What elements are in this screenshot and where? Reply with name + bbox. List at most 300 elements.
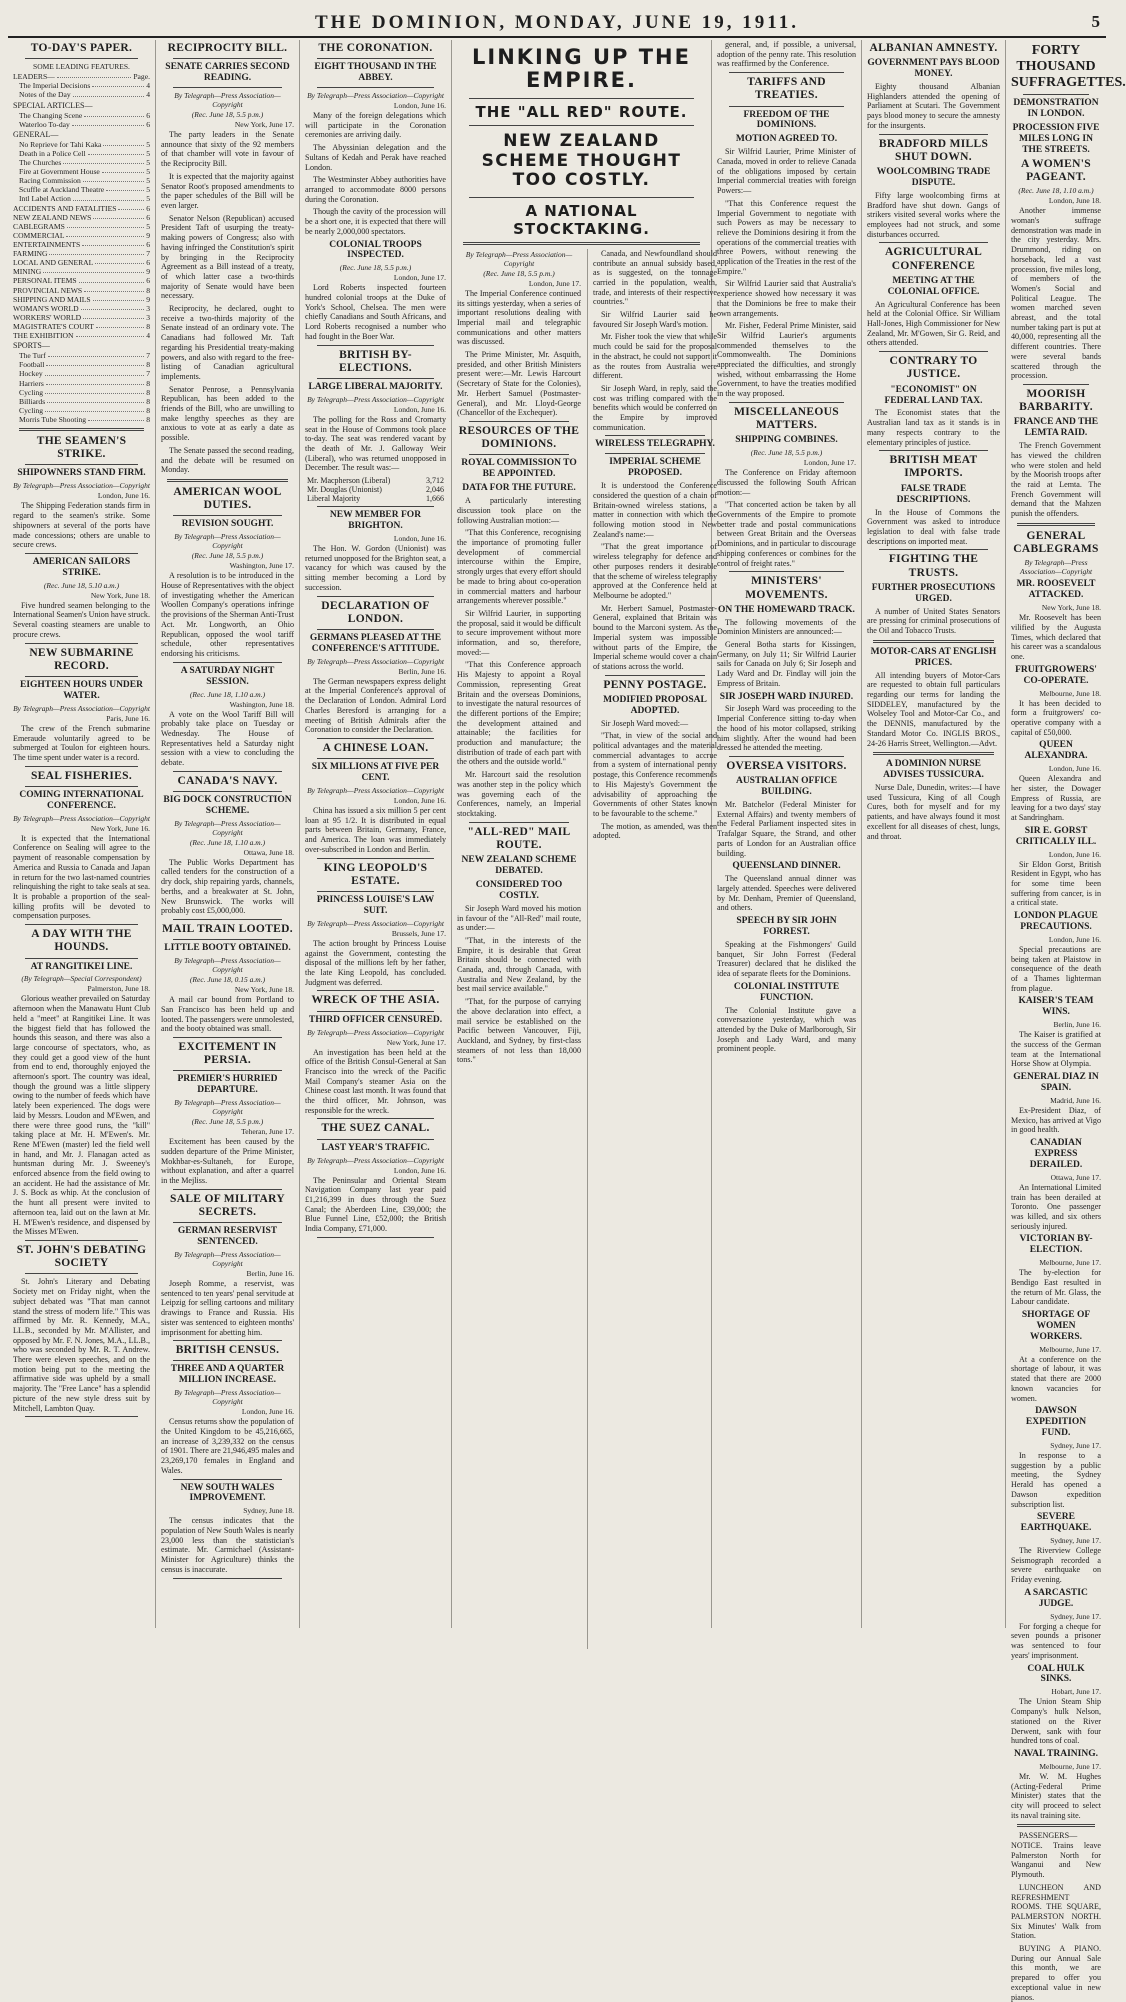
albanian-heading: ALBANIAN AMNESTY. xyxy=(869,42,998,54)
toc-leaders xyxy=(13,81,150,99)
article-heading: SEAL FISHERIES. xyxy=(30,769,132,782)
shipping-sub: SHIPPING COMBINES. xyxy=(735,435,838,446)
divider xyxy=(879,134,988,135)
resources-heading: RESOURCES OF THE DOMINIONS. xyxy=(458,424,580,451)
masthead xyxy=(8,6,1106,38)
byline: (Rec. June 18, 5.5 p.m.) xyxy=(339,263,412,273)
dateline: London, June 16. xyxy=(393,404,446,414)
feature-col-b xyxy=(587,249,717,1649)
demo-sub: DEMONSTRATION IN LONDON. xyxy=(1013,98,1099,120)
received-line: (Rec. June 18, 1.10 a.m.) xyxy=(1018,186,1094,196)
paragraph: The motion, as amended, was then adopted. xyxy=(593,821,717,841)
divider xyxy=(173,1340,282,1341)
dateline: New York, June 17. xyxy=(234,120,294,130)
paragraph: The Senate passed the second reading, and the debate will be resumed on Monday. xyxy=(161,445,294,475)
divider xyxy=(173,771,282,772)
toc-leader-dots xyxy=(84,111,144,117)
article-heading: MAIL TRAIN LOOTED. xyxy=(162,923,293,935)
contrary-heading: CONTRARY TO JUSTICE. xyxy=(889,355,978,381)
toc-sports xyxy=(13,351,150,424)
toc-leader-dots xyxy=(45,388,144,394)
wool-dispute-sub: WOOLCOMBING TRADE DISPUTE. xyxy=(876,167,991,188)
article-body: The Hon. W. Gordon (Unionist) was returned unopposed for the Brighton seat, a vacancy for which was caused by the sitting member becoming a Lord by succession. xyxy=(305,543,446,592)
nz-debated-sub: NEW ZEALAND SCHEME DEBATED. xyxy=(461,855,577,877)
coronation-body xyxy=(305,111,446,236)
article-heading: THE SEAMEN'S STRIKE. xyxy=(36,435,127,461)
dateline: Berlin, June 16. xyxy=(1053,1020,1101,1030)
trusts-heading: FIGHTING THE TRUSTS. xyxy=(888,553,979,579)
toc-label: MAGISTRATE'S COURT xyxy=(13,321,94,331)
dateline: New York, June 17. xyxy=(386,1037,446,1047)
article-subheading: COMING INTERNATIONAL CONFERENCE. xyxy=(19,789,144,811)
feature-subbanner: THE "ALL RED" ROUTE. xyxy=(475,103,688,122)
toc-label: NEW ZEALAND NEWS xyxy=(13,212,92,222)
meat-heading: BRITISH MEAT IMPORTS. xyxy=(889,454,978,480)
article-body: A vote on the Wool Tariff Bill will probably take place on Tuesday or Wednesday. The House of Representatives held a Saturday night session with a view to concluding the debate. xyxy=(161,709,294,768)
divider xyxy=(19,428,144,431)
toc-leader-dots xyxy=(102,167,144,173)
economist-sub: "ECONOMIST" ON FEDERAL LAND TAX. xyxy=(884,384,983,406)
toc-label: MINING xyxy=(13,267,42,277)
divider xyxy=(1017,1824,1095,1827)
toc-page: 6 xyxy=(146,203,150,213)
article-subheading: PRINCESS LOUISE'S LAW SUIT. xyxy=(316,895,435,916)
dateline: Melbourne, June 17. xyxy=(1039,1761,1101,1771)
cable-body: Special precautions are being taken at Plaistow in consequence of the death of a Thames lighterman from plague. xyxy=(1011,944,1101,993)
article-body: A mail car bound from Portland to San Francisco has been held up and looted. The passengers were unmolested, and the booty obtained was small. xyxy=(161,995,294,1034)
dateline: Melbourne, June 17. xyxy=(1039,1344,1101,1354)
toc-page: 7 xyxy=(146,249,150,259)
divider xyxy=(25,1416,138,1417)
article xyxy=(13,770,150,925)
column-2 xyxy=(156,40,300,1628)
toc-leader-dots xyxy=(49,249,144,255)
toc-row xyxy=(13,276,150,285)
tariff-body xyxy=(717,147,856,399)
toc-page: 5 xyxy=(146,176,150,186)
cable-body: Sir Eldon Gorst, British Resident in Egypt, who has for some time been suffering from cancer, is in a critical state. xyxy=(1011,859,1101,908)
toc-page: 5 xyxy=(146,157,150,167)
toc-leader-dots xyxy=(118,204,144,210)
article-subheading: THREE AND A QUARTER MILLION INCREASE. xyxy=(170,1364,285,1386)
procession-sub: PROCESSION FIVE MILES LONG IN THE STREETS. xyxy=(1012,123,1100,155)
tariffs-heading: TARIFFS AND TREATIES. xyxy=(747,76,826,102)
article-heading: CANADA'S NAVY. xyxy=(177,774,278,787)
divider xyxy=(25,1273,138,1274)
article-subheading: NEW MEMBER FOR BRIGHTON. xyxy=(329,510,422,532)
cable-body: It has been decided to form a fruitgrowers' co-operative company with a capital of £50,000. xyxy=(1011,698,1101,737)
byline: By Telegraph—Press Association—Copyright xyxy=(307,394,444,404)
article-body: An investigation has been held at the office of the British Consul-General at San Francisco into the wreck of the Pacific Mail Company's steamer Asia on the Chinese coast last month. It was found that the third officer, Mr. Johnson, was responsible for the wreck. xyxy=(305,1047,446,1115)
divider xyxy=(469,421,569,422)
toc-label: Intl Label Action xyxy=(19,194,71,204)
article-body: The crew of the French submarine Emeraude voluntarily agreed to be submerged at Toulon for eighteen hours. The time spent under water is a record. xyxy=(13,723,150,762)
toc-page: 9 xyxy=(146,267,150,277)
toc-page: 5 xyxy=(146,167,150,177)
toc-row xyxy=(13,249,150,258)
article-body: The German newspapers express delight at the Imperial Conference's approval of the Declaration of London. Admiral Lord Charles Beresford is arranging for a meeting of British Admirals after the Coronation to consider the Declaration. xyxy=(305,676,446,735)
divider xyxy=(173,58,282,59)
advertisements xyxy=(1011,1831,1101,2002)
article-heading: SALE OF MILITARY SECRETS. xyxy=(170,1192,285,1218)
article xyxy=(13,928,150,1241)
paragraph: Sir Wilfrid Laurier said he favoured Sir Joseph Ward's motion. xyxy=(593,310,717,329)
leading-features: SOME LEADING FEATURES. xyxy=(33,62,130,72)
article-body: The polling for the Ross and Cromarty seat in the House of Commons took place to-day. The seat was rendered vacant by the death of Mr. J. Galloway Weir (Liberal), who was returned unopposed in December. The result was:— xyxy=(305,414,446,473)
royal-commission-sub: ROYAL COMMISSION TO BE APPOINTED. xyxy=(461,458,577,480)
divider xyxy=(317,1118,434,1119)
toc-page: 6 xyxy=(146,212,150,222)
divider xyxy=(317,1139,434,1140)
article-subheading: SIX MILLIONS AT FIVE PER CENT. xyxy=(311,762,440,784)
divider xyxy=(879,351,988,352)
toc-row xyxy=(13,331,150,340)
toc-leader-dots xyxy=(92,81,144,87)
article xyxy=(161,1483,294,1579)
toc-leader-dots xyxy=(47,397,144,403)
article xyxy=(161,1193,294,1342)
dateline: London, June 16. xyxy=(1048,934,1101,944)
cable-body: Ex-President Diaz, of Mexico, has arrived at Vigo in good health. xyxy=(1011,1105,1101,1135)
paragraph: Sir Joseph Ward, in reply, said the cost was trifling compared with the benefits which would be conferred on the Empire by improved communication. xyxy=(593,383,717,432)
toc-page: 8 xyxy=(146,405,150,415)
dateline: Berlin, June 16. xyxy=(398,666,446,676)
institute-sub: COLONIAL INSTITUTE FUNCTION. xyxy=(733,981,840,1003)
cable-body: The Riverview College Seismograph recorded a severe earthquake on Friday evening. xyxy=(1011,1546,1101,1585)
misc-heading: MISCELLANEOUS MATTERS. xyxy=(734,405,839,432)
reciprocity-subheading: SENATE CARRIES SECOND READING. xyxy=(165,62,290,84)
sports-label: SPORTS— xyxy=(13,341,50,351)
meat-body: In the House of Commons the Government was asked to introduce legislation to deal with false trade descriptions on imported meat. xyxy=(867,507,1000,546)
toc-label: FARMING xyxy=(13,249,48,259)
toc-label: The Churches xyxy=(19,157,62,167)
byline: By Telegraph—Press Association—Copyright xyxy=(465,249,573,268)
agri-body: An Agricultural Conference has been held at the Colonial Office. Sir William Hall-Jones, High Commissioner for New Zealand, Mr. M'Gowen, Sir G. Reid, and others attended. xyxy=(867,299,1000,348)
article xyxy=(305,510,446,596)
qld-dinner-sub: QUEENSLAND DINNER. xyxy=(732,861,841,872)
divider xyxy=(317,629,434,630)
overseas-heading: OVERSEA VISITORS. xyxy=(726,760,847,772)
divider xyxy=(167,479,288,482)
paragraph: The Imperial Conference continued its sittings yesterday, when a series of important resolutions dealing with Imperial mail and telegraphic communications and other matters was discussed. xyxy=(457,288,581,347)
wireless-sub: WIRELESS TELEGRAPHY. xyxy=(595,439,715,450)
feature-banner: LINKING UP THE EMPIRE. xyxy=(472,45,691,93)
toc-page: 5 xyxy=(146,221,150,231)
column-7 xyxy=(862,40,1006,1628)
feature-columns xyxy=(452,40,717,1628)
divider xyxy=(173,1070,282,1071)
toc-leader-dots xyxy=(82,240,144,246)
toc-leader-dots xyxy=(106,185,144,191)
paragraph: General Botha starts for Kissingen, Germany, on July 11; Sir Wilfrid Laurier sails for Canada on July 6; Sir Joseph and Lady Ward and Dr. Findlay will join the Empress of Britain. xyxy=(717,640,856,688)
dateline: Melbourne, June 18. xyxy=(1039,688,1101,698)
received-line: (Rec. June 18, 1.10 a.m.) xyxy=(189,837,266,847)
divider xyxy=(317,378,434,379)
byline: (Rec. June 18, 5.10 a.m.) xyxy=(43,580,120,590)
cable-body: For forging a cheque for seven pounds a prisoner was sentenced to four years' imprisonment. xyxy=(1011,1621,1101,1660)
divider xyxy=(317,596,434,597)
article-heading: ST. JOHN'S DEBATING SOCIETY xyxy=(16,1244,147,1270)
toc-row xyxy=(13,322,150,331)
article-body: Glorious weather prevailed on Saturday afternoon when the Manawatu Hunt Club held a "meet" at Rangitikei Line. It was the biggest field that has followed the hounds this season, and there was also a large concourse of spectators, who, as they could get a good view of the hunt from end to end, thoroughly enjoyed the afternoon's sport. The country was ideal, though the ground was a little slippery owing to the number of feeds which have lately been experienced. The dogs were laid by Messrs. Loudon and M'Ewen, and there were three good runs, the "kill" taking place at Mr. H. M'Ewen's. Mr. Rene M'Ewen (master) led the field well in hand, and Mr. J. Flanagan acted as huntsman during Mr. J. Sweeney's enforced absence from the field owing to an accident. He had the assistance of Mr. J. S. Bock as whip. At the conclusion of the hunt all present were invited to afternoon tea, laid out on the lawn at Mr. H. M'Ewen's residence, and dispensed by the Misses M'Ewen. xyxy=(13,994,151,1237)
paragraph: Sir Wilfrid Laurier said that Australia's experience showed how necessary it was that the Dominions be free to make their own arrangements. xyxy=(717,279,856,318)
divider xyxy=(173,662,282,663)
toc-label: The Turf xyxy=(19,351,46,361)
cable-body: Mr. Roosevelt has been vilified by the Augusta Times, which declared that his career was a scandalous one. xyxy=(1011,613,1101,661)
divider xyxy=(25,643,138,644)
page-number: 5 xyxy=(1091,12,1100,31)
byline: By Telegraph—Press Association—Copyright xyxy=(307,786,444,796)
result-row xyxy=(305,494,446,503)
toc-page: 6 xyxy=(146,276,150,286)
aus-body: Mr. Batchelor (Federal Minister for External Affairs) and twenty members of the Federal Parliament inspected sites in Trafalgar Square, the Strand, and other parts of London for an Australian office building. xyxy=(717,800,856,858)
dateline: Sydney, June 17. xyxy=(1050,1536,1101,1546)
article-heading: THE SUEZ CANAL. xyxy=(321,1122,430,1135)
dateline: Berlin, June 16. xyxy=(246,1269,294,1279)
toc-row xyxy=(19,140,150,149)
toc-label: No Reprieve for Tahi Kaka xyxy=(19,139,102,149)
article-subheading: LARGE LIBERAL MAJORITY. xyxy=(308,382,443,392)
toc-sections xyxy=(13,204,150,341)
masthead-title: THE DOMINION, MONDAY, JUNE 19, 1911. xyxy=(315,12,799,33)
cable-heading: LONDON PLAGUE PRECAUTIONS. xyxy=(1014,911,1098,932)
dateline: Sydney, June 17. xyxy=(1050,1441,1101,1451)
toc-page: 7 xyxy=(146,369,150,379)
toc-leader-dots xyxy=(84,286,144,292)
paragraph: The Conference on Friday afternoon discussed the following South African motion:— xyxy=(717,468,856,497)
article-subheading: LITTLE BOOTY OBTAINED. xyxy=(164,943,291,954)
article xyxy=(161,923,294,1038)
toc-page: 6 xyxy=(146,239,150,249)
bradford-body: Fifty large woolcombing firms at Bradford have shut down. Gangs of strikers visited several works where the employees had not struck, and some disturbances occurred. xyxy=(867,190,1000,239)
paragraph: A particularly interesting discussion took place on the following Australian motion:— xyxy=(457,496,581,525)
divider xyxy=(173,939,282,940)
article-heading: WRECK OF THE ASIA. xyxy=(311,994,440,1007)
shipping-body xyxy=(717,468,856,568)
dateline: Sydney, June 18. xyxy=(243,1506,294,1516)
paragraph: "That the great importance of wireless telegraphy for defence and other purposes renders it desirable that the scheme of wireless telegraphy approved at the Conference held at Melbourne be adopted." xyxy=(593,542,717,600)
divider xyxy=(173,1037,282,1038)
paragraph: Senator Penrose, a Pennsylvania Republican, has been added to the friends of the Bill, who are unwilling to make lengthy speeches as they are anxious to vote at as early a date as possible. xyxy=(161,384,294,443)
trusts-body: A number of United States Senators are pressing for criminal prosecutions of the Oil and Tobacco Trusts. xyxy=(867,606,1000,636)
toc-page: 4 xyxy=(146,331,150,341)
toc-special xyxy=(13,111,150,129)
divider xyxy=(25,766,138,767)
toc-label: Football xyxy=(19,360,45,370)
divider xyxy=(873,752,994,755)
dateline: London, June 16. xyxy=(393,101,446,111)
byline: By Telegraph—Press Association—Copyright xyxy=(13,703,150,713)
divider xyxy=(879,450,988,451)
dateline: London, June 16. xyxy=(393,796,446,806)
agri-sub: MEETING AT THE COLONIAL OFFICE. xyxy=(887,275,980,297)
toc-row xyxy=(13,295,150,304)
divider xyxy=(463,242,700,245)
paragraph: It is expected that the majority against Senator Root's proposed amendments to the paper schedules of the Bill will be even larger. xyxy=(161,171,294,210)
dateline: London, June 18. xyxy=(1048,196,1101,206)
toc-page: 8 xyxy=(146,285,150,295)
result-row xyxy=(305,476,446,485)
byline: By Telegraph—Press Association—Copyright xyxy=(174,1098,281,1117)
ward-injured-sub: SIR JOSEPH WARD INJURED. xyxy=(719,691,854,702)
forrest-body: Speaking at the Fishmongers' Guild banquet, Sir John Forrest (Federal Treasurer) declared that he disliked the idea of separate fleets for the Dominions. xyxy=(717,939,856,978)
divider xyxy=(317,858,434,859)
motion-sub: MOTION AGREED TO. xyxy=(735,134,838,145)
toc-row xyxy=(19,397,150,406)
toc-row xyxy=(19,379,150,388)
paragraph: The following movements of the Dominion Ministers are announced:— xyxy=(717,617,856,637)
dateline: New York, June 16. xyxy=(90,823,150,833)
article-subheading: COLONIAL TROOPS INSPECTED. xyxy=(329,239,422,261)
toc-leader-dots xyxy=(79,276,145,282)
feature-col-a xyxy=(457,249,581,1649)
toc-leader-dots xyxy=(83,313,144,319)
by-election-result-table xyxy=(305,476,446,503)
paragraph: The Westminster Abbey authorities have arranged to accommodate 8000 persons during the Coronation. xyxy=(305,175,446,204)
divider xyxy=(25,924,138,925)
toc-page: 6 xyxy=(146,258,150,268)
cable-body: Mr. W. M. Hughes (Acting-Federal Prime Minister) states that the city will proceed to select its naval training site. xyxy=(1011,1771,1101,1820)
toc-row xyxy=(19,158,150,167)
article-body: It is expected that the International Conference on Sealing will agree to the payment of reasonable compensation by America and Russia to Canada and Japan in return for the two last-named countries relinquishing the right to take seals at sea. It is probable a proportion of the seal-killing profits will be devoted to compensation purposes. xyxy=(13,833,150,921)
toc-leader-dots xyxy=(88,149,145,155)
toc-row xyxy=(19,369,150,378)
article-subheading: REVISION SOUGHT. xyxy=(181,519,274,530)
divider xyxy=(173,1189,282,1190)
toc-label: WOMAN'S WORLD xyxy=(13,303,79,313)
column-3-articles xyxy=(305,240,446,1238)
freedom-sub: FREEDOM OF THE DOMINIONS. xyxy=(743,109,830,131)
divider xyxy=(469,822,569,823)
article-heading: EXCITEMENT IN PERSIA. xyxy=(178,1040,277,1067)
feature-col-a-paras xyxy=(457,289,581,418)
dateline: New York, June 18. xyxy=(90,590,150,600)
moorish-body: The French Government has viewed the children who were stolen and held by the Moorish troops after the raid at Lemta. The French Government will demand that the Mahzen punish the offenders. xyxy=(1011,441,1101,519)
toc-page: 4 xyxy=(146,81,150,91)
dateline: London, June 17. xyxy=(528,278,581,288)
ministers-heading: MINISTERS' MOVEMENTS. xyxy=(745,575,828,601)
article-heading: BRITISH CENSUS. xyxy=(175,1344,280,1357)
divider xyxy=(469,98,694,99)
toc-label: The Imperial Decisions xyxy=(19,81,91,91)
toc-page: 8 xyxy=(146,321,150,331)
paragraph: "That this Conference, recognising the importance of promoting fuller development of commercial intercourse within the Empire, strongly urges that every effort should be made to bring about co-operation in commercial matters and harbour arrangements wherever possible." xyxy=(457,528,581,606)
dateline: London, June 17. xyxy=(803,458,856,468)
pageant-heading: A WOMEN'S PAGEANT. xyxy=(1021,157,1091,184)
toc-page: 8 xyxy=(146,378,150,388)
column-3 xyxy=(300,40,452,1628)
divider xyxy=(469,125,694,126)
received-line: (Rec. June 18, 5.5 p.m.) xyxy=(750,448,823,458)
toc-row xyxy=(19,185,150,194)
toc-page: 5 xyxy=(146,148,150,158)
article xyxy=(13,435,150,554)
article-subheading: BIG DOCK CONSTRUCTION SCHEME. xyxy=(163,794,292,816)
toc-leader-dots xyxy=(103,140,144,146)
data-future-sub: DATA FOR THE FUTURE. xyxy=(462,483,576,494)
tussicura-ad-heading: A DOMINION NURSE ADVISES TUSSICURA. xyxy=(883,759,984,781)
prosecutions-sub: FURTHER PROSECUTIONS URGED. xyxy=(871,582,996,604)
feature-col-a-paras-2 xyxy=(457,496,581,819)
column-2-articles xyxy=(161,486,294,1579)
toc-row xyxy=(13,231,150,240)
article-subheading: AT RANGITIKEI LINE. xyxy=(30,961,133,972)
dateline: New York, June 18. xyxy=(234,985,294,995)
toc-row xyxy=(19,406,150,415)
toc-label: WORKERS' WORLD xyxy=(13,312,82,322)
received-line: (Rec. June 18, 5.5 p.m.) xyxy=(191,110,264,120)
toc-leader-dots xyxy=(46,360,144,366)
toc-leader-dots xyxy=(66,231,144,237)
divider xyxy=(173,1578,282,1579)
albanian-body: Eighty thousand Albanian Highlanders attended the opening of Parliament at Scutari. The Government pays blood money to secure the amnesty for the insurgents. xyxy=(867,82,1000,130)
toc-leader-dots xyxy=(72,120,144,126)
divider xyxy=(1017,523,1095,526)
modified-proposal-sub: MODIFIED PROPOSAL ADOPTED. xyxy=(603,694,707,716)
divider xyxy=(173,1479,282,1480)
article-heading: BRITISH BY-ELECTIONS. xyxy=(339,348,412,374)
paragraph: It is understood the Conference considered the question of a chain of Britain-owned wireless stations, a matter in connection with which the following motion stood in New Zealand's name:— xyxy=(593,481,717,539)
divider xyxy=(173,919,282,920)
toc-row xyxy=(19,167,150,176)
toc-row xyxy=(19,120,150,129)
divider xyxy=(729,106,844,107)
paragraph: Mr. Fisher, Federal Prime Minister, said Sir Wilfrid Laurier's arguments commended themselves to the Commonwealth. The Dominions appreciated the difficulties, and strongly wished, without embarrassing the Home Government, to have the treaties modified in the way proposed. xyxy=(717,321,856,399)
byline: By Telegraph—Press Association—Copyright xyxy=(13,813,150,823)
cable-body: In response to a suggestion by a public meeting, the Sydney Herald has opened a Dawson expedition subscription list. xyxy=(1011,1451,1101,1509)
article-subheading: GERMAN RESERVIST SENTENCED. xyxy=(177,1226,278,1248)
article-body: Census returns show the population of the United Kingdom to be 45,216,665, an increase of 3,239,332 on the census of 1901. There are 21,946,495 males and 23,269,170 females in England and Wales. xyxy=(161,1417,294,1475)
toc-row xyxy=(13,286,150,295)
paragraph: Though the cavity of the procession will be a short one, it is expected that there will be nearly 2,000,000 spectators. xyxy=(305,207,446,236)
dateline: Ottawa, June 17. xyxy=(1050,1172,1101,1182)
paragraph: Sir Wilfrid Laurier, Prime Minister of Canada, moved in order to relieve Canada of the obligations imposed by certain Imperial commercial treaties with foreign Powers:— xyxy=(717,147,856,196)
byline: By Telegraph—Press Association—Copyright xyxy=(307,1155,444,1165)
leaders-row: LEADERS— Page. xyxy=(13,72,150,82)
byline: By Telegraph—Press Association—Copyright xyxy=(13,481,150,491)
article-body: Five hundred seamen belonging to the International Seamen's Union have struck. Several coasting steamers are unable to procure crews. xyxy=(13,600,150,639)
toc-leader-dots xyxy=(88,415,144,421)
paragraph: Mr. Herbert Samuel, Postmaster-General, explained that Britain was bound to the Marconi system. As the Imperial system was impossible without parts of the Empire, the Imperial scheme would cover a chain of stations across the world. xyxy=(593,603,717,671)
feature-col-b-paras-3 xyxy=(593,719,717,841)
albanian-sub: GOVERNMENT PAYS BLOOD MONEY. xyxy=(867,58,1000,80)
toc-row xyxy=(19,194,150,203)
article xyxy=(305,862,446,992)
paragraph: Canada, and Newfoundland should contribute an annual subsidy based, as is suggested, on the tonnage carried in the population, wealth, trade, and interests of their respective countries." xyxy=(593,248,717,307)
cable-heading: DAWSON EXPEDITION FUND. xyxy=(1025,1406,1087,1439)
byline: By Telegraph—Press Association—Copyright xyxy=(1019,558,1093,577)
divider xyxy=(173,1360,282,1361)
article xyxy=(161,1041,294,1190)
toc-leader-dots xyxy=(45,369,145,375)
article-body: The action brought by Princess Louise against the Government, contesting the disposal of the millions left by her father, the late King Leopold, has concluded. Judgment was deferred. xyxy=(305,938,446,987)
dateline: Palmerston, June 18. xyxy=(87,984,150,994)
byline: By Telegraph—Press Association—Copyright xyxy=(307,1027,444,1037)
toc-leader-dots xyxy=(81,304,145,310)
toc-row xyxy=(19,351,150,360)
divider xyxy=(25,553,138,554)
divider xyxy=(25,464,138,465)
byline: By Telegraph—Press Association—Copyright xyxy=(174,1250,281,1269)
article-heading: DECLARATION OF LONDON. xyxy=(321,599,430,625)
column-6 xyxy=(712,40,862,1628)
toc-label: Morris Tube Shooting xyxy=(19,414,87,424)
cablegrams xyxy=(1011,579,1101,1820)
toc-row xyxy=(13,304,150,313)
article-body: St. John's Literary and Debating Society met on Friday night, when the subject debated was "That man cannot stand the stress of modern life." This was affirmed by Mr. R. Kennedy, M.A., LL.B., seconded by Mr. M'Allister, and opposed by Mr. F. N. Jones, M.A., LL.B., who was seconded by Mr. R. T. Andrew. There were eleven speeches, and on the motion being put to the meeting the affirmative side was upheld by a small majority. The "Free Lance" has a splendid picture of the new style dress suit by Mitchell, Lambton Quay. xyxy=(13,1277,150,1413)
false-trade-sub: FALSE TRADE DESCRIPTIONS. xyxy=(896,483,971,505)
coronation-subheading: EIGHT THOUSAND IN THE ABBEY. xyxy=(314,62,437,84)
